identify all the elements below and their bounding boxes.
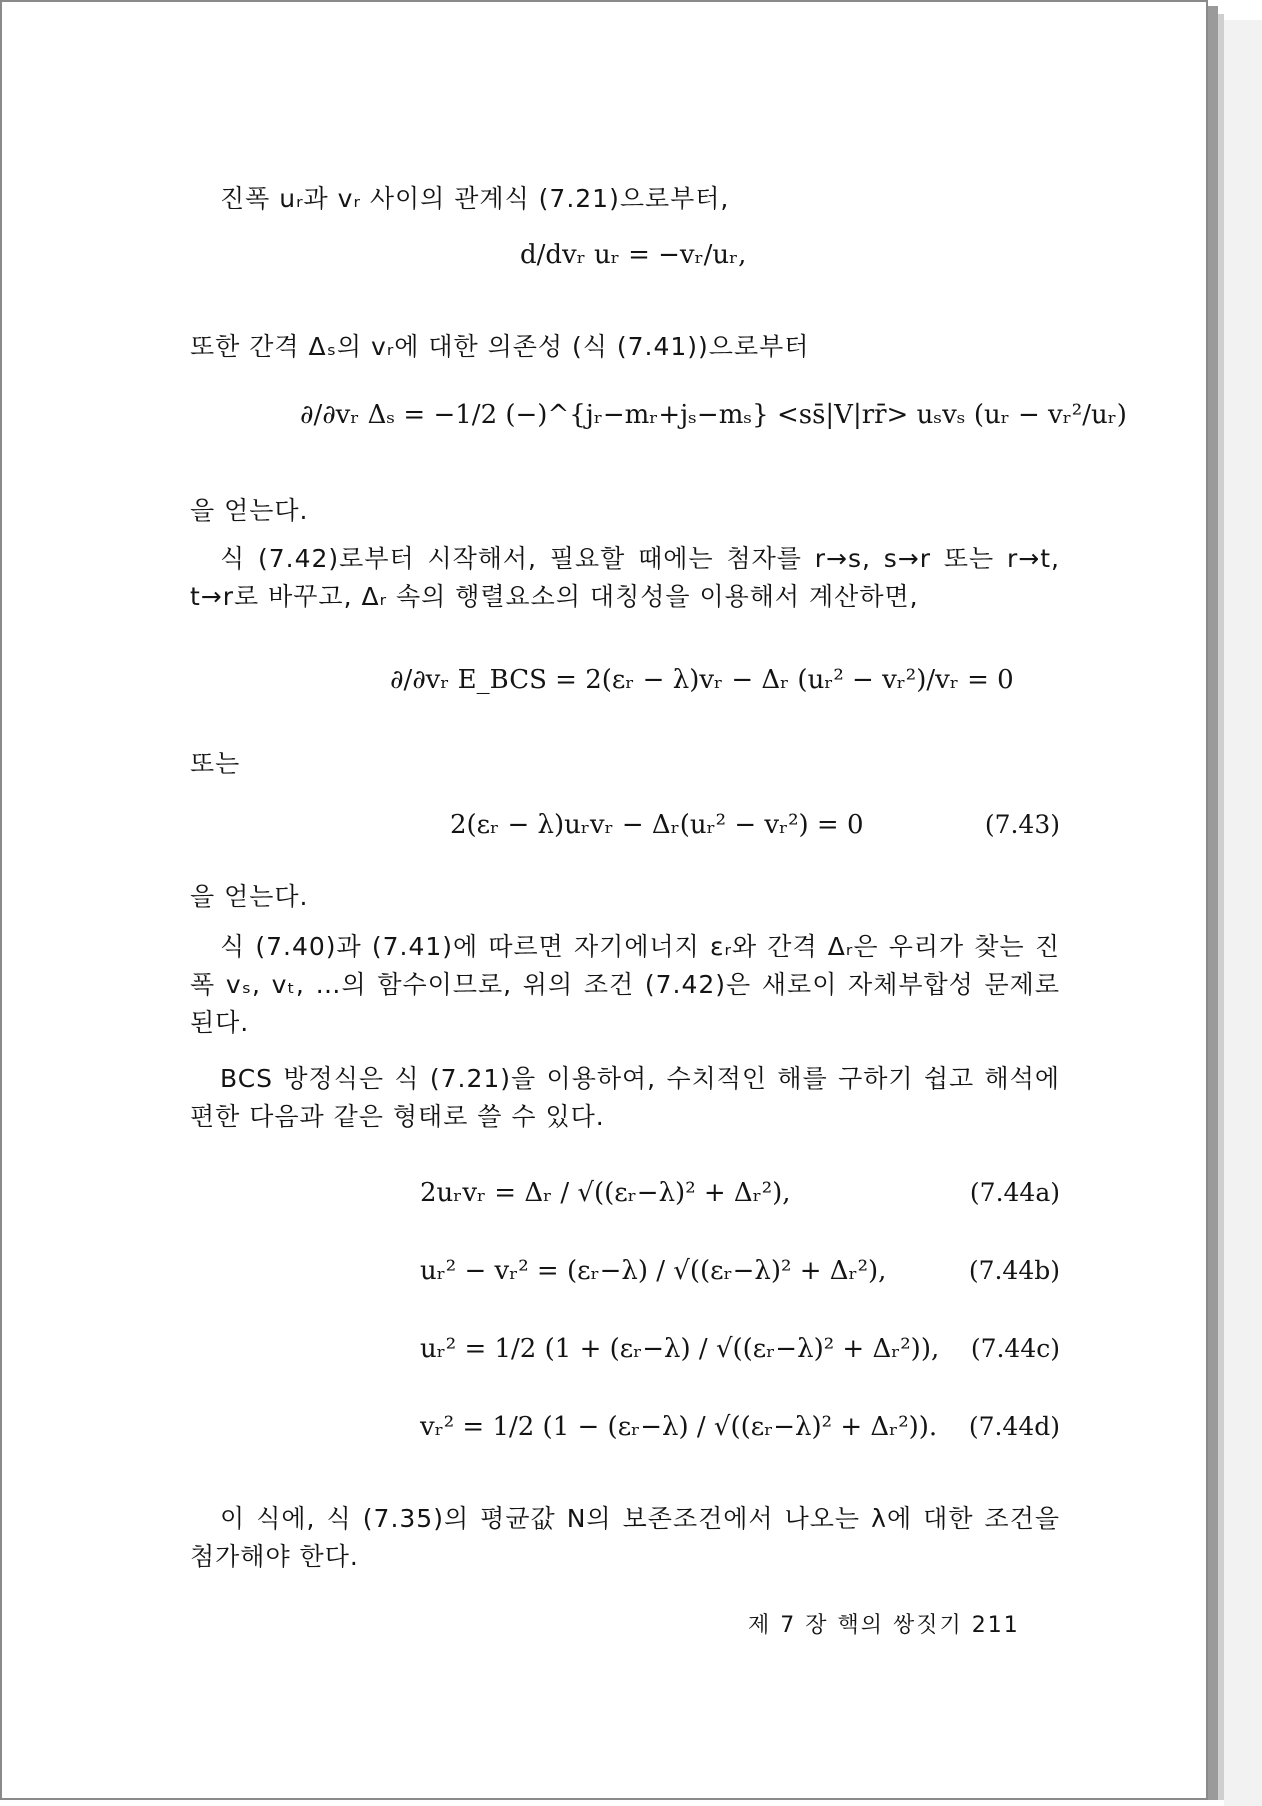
equation-number-44d: (7.44d): [968, 1412, 1060, 1441]
paragraph-6: 을 얻는다.: [190, 882, 309, 911]
page-edge-light: [1224, 20, 1262, 1806]
paragraph-8: BCS 방정식은 식 (7.21)을 이용하여, 수치적인 해를 구하기 쉽고 해석에 편한 다음과 같은 형태로 쓸 수 있다.: [190, 1064, 1060, 1131]
equation-44a: 2uᵣvᵣ = Δᵣ / √((εᵣ−λ)² + Δᵣ²),: [420, 1178, 791, 1208]
equation-4: 2(εᵣ − λ)uᵣvᵣ − Δᵣ(uᵣ² − vᵣ²) = 0: [450, 810, 864, 840]
paragraph-4: 식 (7.42)로부터 시작해서, 필요할 때에는 첨자를 r→s, s→r 또는 r→t, t→r로 바꾸고, Δᵣ 속의 행렬요소의 대칭성을 이용해서 계산하면,: [190, 544, 1060, 611]
equation-44c: uᵣ² = 1/2 (1 + (εᵣ−λ) / √((εᵣ−λ)² + Δᵣ²)),: [420, 1334, 940, 1364]
equation-44d: vᵣ² = 1/2 (1 − (εᵣ−λ) / √((εᵣ−λ)² + Δᵣ²)).: [420, 1412, 938, 1442]
paragraph-2: 또한 간격 Δₛ의 vᵣ에 대한 의존성 (식 (7.41))으로부터: [190, 332, 810, 361]
equation-44b: uᵣ² − vᵣ² = (εᵣ−λ) / √((εᵣ−λ)² + Δᵣ²),: [420, 1256, 887, 1286]
paragraph-5: 또는: [190, 749, 241, 778]
equation-number-43: (7.43): [984, 810, 1060, 839]
equation-2: ∂/∂vᵣ Δₛ = −1/2 (−)^{jᵣ−mᵣ+jₛ−mₛ} <ss̄|V|rr̄> uₛvₛ (uᵣ − vᵣ²/uᵣ): [300, 400, 1127, 430]
equation-number-44c: (7.44c): [970, 1334, 1060, 1363]
equation-1: d/dvᵣ uᵣ = −vᵣ/uᵣ,: [520, 240, 747, 270]
paragraph-7: 식 (7.40)과 (7.41)에 따르면 자기에너지 εᵣ와 간격 Δᵣ은 우리가 찾는 진폭 vₛ, vₜ, …의 함수이므로, 위의 조건 (7.42)은 새로이 자체부합성 문제로 된다.: [190, 932, 1060, 1037]
paragraph-9: 이 식에, 식 (7.35)의 평균값 N의 보존조건에서 나오는 λ에 대한 조건을 첨가해야 한다.: [190, 1504, 1060, 1571]
page-footer: 제 7 장 핵의 쌍짓기 211: [748, 1613, 1020, 1638]
paragraph-1: 진폭 uᵣ과 vᵣ 사이의 관계식 (7.21)으로부터,: [220, 184, 730, 213]
paragraph-3: 을 얻는다.: [190, 496, 309, 525]
equation-number-44b: (7.44b): [968, 1256, 1060, 1285]
equation-3: ∂/∂vᵣ E_BCS = 2(εᵣ − λ)vᵣ − Δᵣ (uᵣ² − vᵣ²)/vᵣ = 0: [390, 665, 1014, 695]
equation-number-44a: (7.44a): [969, 1178, 1060, 1207]
page-edge-shadow: [1208, 6, 1218, 1800]
